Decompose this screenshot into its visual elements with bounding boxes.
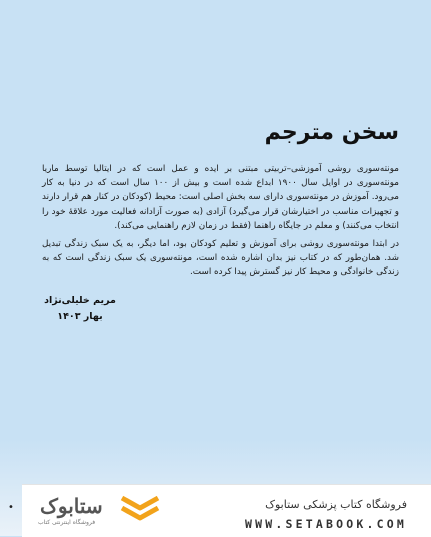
logo-text: ستابوک <box>40 496 103 518</box>
logo-subtext: فروشگاه اینترنتی کتاب <box>38 519 96 526</box>
book-logo-icon <box>118 492 162 524</box>
page-edge-mark: • <box>8 502 14 513</box>
page-title: سخن مترجم <box>264 120 399 145</box>
preface-paragraph: مونته‌سوری روشی آموزشی–تربیتی مبتنی بر ایده و عمل است که در ایتالیا توسط ماریا مونته‌سوری در اوایل سال ۱۹۰۰ ابداع شده است و بیش از ۱۰۰ سال است که در دنیا به کار می‌رود. آموزش در مونته‌سوری دارای سه بخش اصلی است: محیط (کودکان در کنار هم قرار دارند و تجهیزات مناسب در اختیارشان قرار می‌گیرد) آزادی (به صورت آزادانه فعالیت مورد علاقهٔ خود را انتخاب می‌کنند) و معلم در جایگاه راهنما (فقط در زمان لازم راهنمایی می‌کند). <box>42 164 400 231</box>
store-url[interactable]: WWW.SETABOOK.COM <box>245 517 407 531</box>
preface-body <box>42 162 399 284</box>
signature-block <box>40 293 120 325</box>
preface-paragraph: در ابتدا مونته‌سوری روشی برای آموزش و تعلیم کودکان بود، اما دیگر، به یک سبک زندگی تبدیل شد. همان‌طور که در کتاب نیز بدان اشاره شده است، مونته‌سوری یک سبک زندگی است که به زندگی خانوادگی و محیط کار نیز گسترش پیدا کرده است. <box>42 239 399 278</box>
signature-date: بهار ۱۴۰۳ <box>57 311 103 322</box>
translator-name: مریم خلیلی‌نژاد <box>44 295 116 306</box>
store-name: فروشگاه کتاب پزشکی ستابوک <box>265 498 407 511</box>
